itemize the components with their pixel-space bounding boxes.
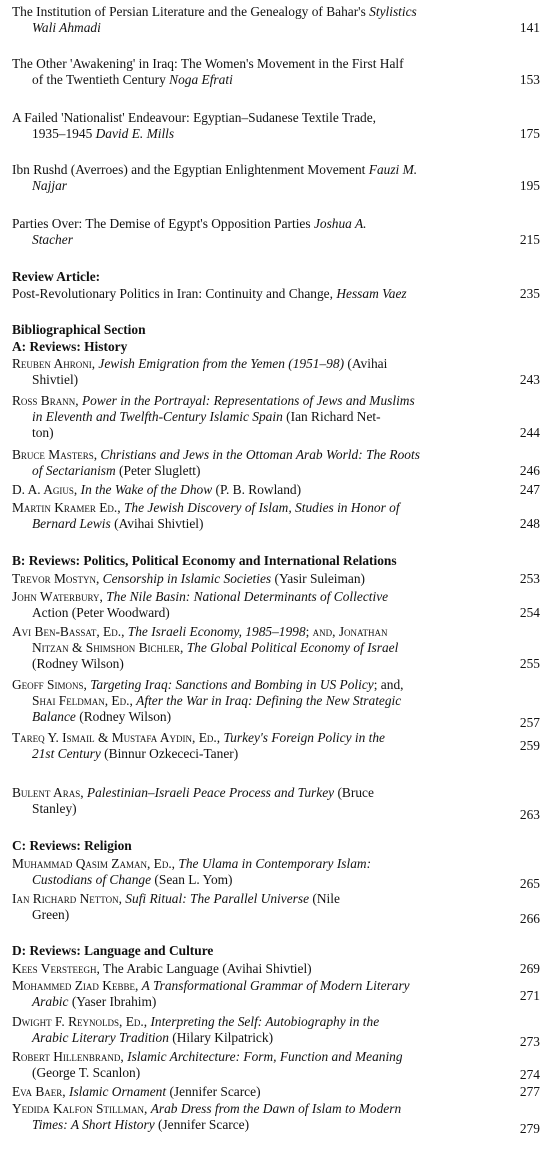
review-entry: [12, 730, 540, 762]
review-author: Dwight F. Reynolds, Ed.,: [12, 1014, 148, 1029]
reviewer: (Yaser Ibrahim): [71, 994, 157, 1009]
article-author: Fauzi M.: [368, 162, 418, 177]
article-author: Najjar: [32, 178, 67, 193]
conjunction: ; and,: [373, 677, 404, 692]
review-entry: [12, 571, 540, 587]
review-author: John Waterbury,: [12, 589, 103, 604]
article-author: Hessam Vaez: [336, 286, 407, 301]
review-author: ; and, Jonathan: [305, 624, 388, 639]
reviewer: (Avihai Shivtiel): [114, 516, 204, 531]
article-author: Wali Ahmadi: [32, 20, 101, 35]
review-entry: [12, 482, 540, 498]
review-author: Bruce Masters,: [12, 447, 98, 462]
reviewer: (Hilary Kilpatrick): [172, 1030, 274, 1045]
toc-entry-article: [12, 216, 540, 248]
review-author: Ian Richard Netton,: [12, 891, 122, 906]
review-author: Bulent Aras,: [12, 785, 84, 800]
section-heading-bibliographical: Bibliographical Section: [12, 322, 146, 337]
review-entry: [12, 500, 540, 532]
review-author: Muhammad Qasim Zaman, Ed.,: [12, 856, 176, 871]
reviewer: (Bruce: [337, 785, 374, 800]
book-title: In the Wake of the Dhow: [80, 482, 213, 497]
book-title: Jewish Emigration from the Yemen (1951–98): [98, 356, 345, 371]
article-title: 1935–1945: [32, 126, 93, 141]
review-author: D. A. Agius,: [12, 482, 78, 497]
page-number: 215: [519, 232, 540, 247]
review-entry: [12, 1101, 540, 1136]
review-entry: [12, 785, 540, 822]
book-title: The Global Political Economy of Israel: [186, 640, 399, 655]
review-author: Tareq Y. Ismail & Mustafa Aydin, Ed.,: [12, 730, 221, 745]
book-title: Custodians of Change: [32, 872, 152, 887]
reviewer: (Binnur Ozkececi-Taner): [104, 746, 239, 761]
book-title: A Transformational Grammar of Modern Literary: [141, 978, 410, 993]
page-number: 269: [519, 961, 540, 976]
review-author: Mohammed Ziad Kebbe,: [12, 978, 139, 993]
page-number: 246: [519, 463, 540, 478]
subsection-heading: A: Reviews: History: [12, 339, 128, 354]
book-title: Times: A Short History: [32, 1117, 155, 1132]
review-entry: [12, 677, 540, 730]
reviewer: ton): [32, 425, 54, 440]
review-entry: [12, 447, 540, 479]
page-number: 141: [519, 20, 540, 35]
toc-entry-article: [12, 110, 540, 142]
page-number: 153: [519, 72, 540, 87]
book-title: Arab Dress from the Dawn of Islam to Modern: [150, 1101, 402, 1116]
page-number: 243: [519, 372, 540, 387]
book-title: Sufi Ritual: The Parallel Universe: [125, 891, 310, 906]
book-title: Bernard Lewis: [32, 516, 111, 531]
book-title: Targeting Iraq: Sanctions and Bombing in US Policy: [90, 677, 374, 692]
page-number: 257: [519, 715, 540, 730]
book-title: Palestinian–Israeli Peace Process and Turkey: [86, 785, 335, 800]
article-title: Parties Over: The Demise of Egypt's Opposition Parties: [12, 216, 311, 231]
article-title-italic: Stylistics: [369, 4, 417, 19]
review-author: Nitzan & Shimshon Bichler,: [32, 640, 184, 655]
book-title: of Sectarianism: [32, 463, 116, 478]
page-number: 253: [519, 571, 540, 586]
reviewer: (George T. Scanlon): [32, 1065, 141, 1080]
subsection-heading: B: Reviews: Politics, Political Economy and International Relations: [12, 553, 397, 568]
page-number: 235: [519, 286, 540, 301]
article-author: Noga Efrati: [169, 72, 233, 87]
book-title: Turkey's Foreign Policy in the: [223, 730, 385, 745]
toc-entry-review-article: [12, 286, 540, 302]
toc-entry-article: [12, 4, 540, 36]
article-title: The Institution of Persian Literature and the Genealogy of Bahar's: [12, 4, 370, 19]
page-number: 248: [519, 516, 540, 531]
book-title: The Ulama in Contemporary Islam:: [178, 856, 372, 871]
book-title: Censorship in Islamic Societies: [102, 571, 272, 586]
reviewer: (Peter Sluglett): [119, 463, 201, 478]
article-title: The Other 'Awakening' in Iraq: The Women's Movement in the First Half: [12, 56, 404, 71]
reviewer: Stanley): [32, 801, 77, 816]
review-entry: [12, 1049, 540, 1081]
review-author: Trevor Mostyn,: [12, 571, 100, 586]
reviewer: Shivtiel): [32, 372, 79, 387]
review-author: Kees Versteegh,: [12, 961, 100, 976]
article-title: of the Twentieth Century: [32, 72, 166, 87]
reviewer: (Rodney Wilson): [32, 656, 124, 671]
reviewer: (Rodney Wilson): [79, 709, 172, 724]
reviewer: (Jennifer Scarce): [169, 1084, 261, 1099]
book-title: Arabic: [32, 994, 69, 1009]
book-title: in Eleventh and Twelfth-Century Islamic Spain: [32, 409, 283, 424]
subsection-heading: D: Reviews: Language and Culture: [12, 943, 214, 958]
article-title: Post-Revolutionary Politics in Iran: Continuity and Change,: [12, 286, 333, 301]
review-author: Ross Brann,: [12, 393, 79, 408]
page-number: 244: [519, 425, 540, 440]
reviewer: (Sean L. Yom): [154, 872, 233, 887]
reviewer: (Ian Richard Net-: [286, 409, 381, 424]
review-entry: [12, 891, 540, 926]
review-entry: [12, 856, 540, 891]
book-title: Interpreting the Self: Autobiography in the: [150, 1014, 380, 1029]
reviewer: (P. B. Rowland): [215, 482, 302, 497]
review-author: Eva Baer,: [12, 1084, 66, 1099]
book-title: The Nile Basin: National Determinants of Collective: [106, 589, 389, 604]
book-title: After the War in Iraq: Defining the New Strategic: [136, 693, 402, 708]
page-number: 263: [519, 807, 540, 822]
book-title: The Israeli Economy, 1985–1998: [127, 624, 306, 639]
reviewer: Action (Peter Woodward): [32, 605, 170, 620]
review-entry: [12, 589, 540, 621]
reviewer: Green): [32, 907, 70, 922]
article-author: Joshua A.: [313, 216, 367, 231]
review-entry: [12, 393, 540, 441]
page-number: 271: [519, 988, 540, 1003]
review-author: Shai Feldman, Ed.,: [32, 693, 133, 708]
reviewer: (Avihai: [347, 356, 388, 371]
reviewer: (Nile: [312, 891, 340, 906]
page-number: 274: [519, 1067, 540, 1082]
page-number: 273: [519, 1034, 540, 1049]
article-title: A Failed 'Nationalist' Endeavour: Egyptian–Sudanese Textile Trade,: [12, 110, 377, 125]
review-entry: [12, 1014, 540, 1049]
page-number: 255: [519, 656, 540, 671]
review-author: Avi Ben-Bassat, Ed.,: [12, 624, 125, 639]
section-heading-review-article: Review Article:: [12, 269, 101, 284]
book-title: The Arabic Language (Avihai Shivtiel): [102, 961, 312, 976]
review-author: Reuben Ahroni,: [12, 356, 96, 371]
page-number: 175: [519, 126, 540, 141]
book-title: Arabic Literary Tradition: [32, 1030, 169, 1045]
page-number: 265: [519, 876, 540, 891]
page-number: 277: [519, 1084, 540, 1099]
subsection-heading: C: Reviews: Religion: [12, 838, 132, 853]
toc-entry-article: [12, 56, 540, 88]
review-entry: [12, 1084, 540, 1100]
page-number: 279: [519, 1121, 540, 1136]
page-number: 259: [519, 738, 540, 753]
reviewer: (Yasir Suleiman): [274, 571, 366, 586]
article-title: Ibn Rushd (Averroes) and the Egyptian Enlightenment Movement: [12, 162, 366, 177]
book-title: The Jewish Discovery of Islam, Studies in Honor of: [123, 500, 400, 515]
page-number: 195: [519, 178, 540, 193]
review-entry: [12, 624, 540, 672]
article-author: Stacher: [32, 232, 73, 247]
reviewer: (Jennifer Scarce): [158, 1117, 250, 1132]
book-title: Balance: [32, 709, 76, 724]
review-author: Robert Hillenbrand,: [12, 1049, 124, 1064]
review-entry: [12, 961, 540, 977]
book-title: Islamic Architecture: Form, Function and Meaning: [127, 1049, 403, 1064]
page-number: 266: [519, 911, 540, 926]
book-title: 21st Century: [32, 746, 101, 761]
review-author: Yedida Kalfon Stillman,: [12, 1101, 148, 1116]
review-entry: [12, 356, 540, 388]
book-title: Christians and Jews in the Ottoman Arab World: The Roots: [100, 447, 420, 462]
article-author: David E. Mills: [95, 126, 175, 141]
book-title: Islamic Ornament: [69, 1084, 167, 1099]
review-entry: [12, 978, 540, 1010]
page-number: 254: [519, 605, 540, 620]
book-title: Power in the Portrayal: Representations of Jews and Muslims: [81, 393, 415, 408]
page-number: 247: [519, 482, 540, 497]
review-author: Martin Kramer Ed.,: [12, 500, 121, 515]
review-author: Geoff Simons,: [12, 677, 87, 692]
toc-entry-article: [12, 162, 540, 194]
